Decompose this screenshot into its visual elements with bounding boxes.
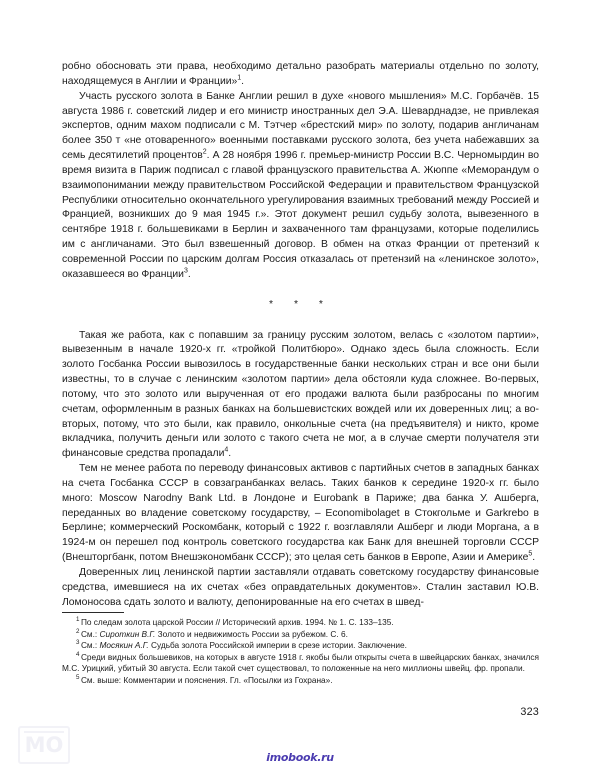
footnote-separator-rule	[62, 612, 124, 613]
footnote-marker-3[interactable]: 3	[183, 267, 188, 275]
paragraph-party-gold: Такая же работа, как с попавшим за границу русским золотом, велась с «золотом партии», вывезенным в начале 1920-х гг. «тройкой Политбюро». Однако здесь была сложность. Если золото Госбанка России вывозилось в государственные банки нескольких стран и все они были известны, то в случае с ленинским «золотом партии» дела обстояли куда сложнее. Во-первых, потому, что это золото или вырученная от его продажи валюта были разбросаны по многим счетам, оформленным в разных банках на большевистских вождей или их доверенных лиц; а во-вторых, потому, что это были, как правило, онкольные счета (на предъявителя) и никто, кроме вкладчика, получить деньги или золото с такого счета не мог, а в случае смерти получателя эти финансовые средства пропадали$^4$.	[62, 329, 539, 460]
footnote-number-3: 3	[76, 639, 80, 647]
logo-text: MO	[24, 732, 64, 757]
section-separator-asterisks: * * *	[269, 298, 332, 310]
footnote-marker-1[interactable]: 1	[237, 74, 242, 82]
footnote-list	[62, 617, 539, 687]
paragraph-lomonosov: Доверенных лиц ленинской партии заставляли отдавать советскому государству финансовые средства, имевшиеся на их счетах «без оправдательных документов». Сталин заставил Ю.В. Ломоносова сдать золото и валюту, депонированные на его счетах в швед-	[62, 567, 539, 608]
footnote-1: $^1$ По следам золота царской России // Исторический архив. 1994. № 1. С. 133–135.	[76, 616, 394, 627]
footnote-number-4: 4	[76, 651, 80, 659]
footnote-2: $^2$ См.: Сироткин В.Г. Золото и недвижимость России за рубежом. С. 6.	[76, 627, 348, 639]
paragraph-continued-top: робно обосновать эти права, необходимо детально разобрать материалы отдельно по золоту, находящемуся в Англии и Франции»$^1$.	[62, 61, 539, 87]
footnote-marker-4[interactable]: 4	[224, 446, 229, 454]
logo-bar	[24, 731, 64, 733]
page-number: 323	[520, 706, 539, 718]
footnote-4: $^4$ Среди видных большевиков, на которых в августе 1918 г. якобы были открыты счета в швейцарских банках, значился М.С. Урицкий, убитый 30 августа. Если такой счет существовал, то положенные на него миллионы швейц. фр. пропали.	[62, 651, 539, 674]
footnote-number-2: 2	[76, 627, 80, 635]
paragraph-sovzagranbanki: Тем не менее работа по переводу финансовых активов с партийных счетов в западных банках на счета Госбанка СССР в совзагранбанках велась. Таких банков к середине 1920-х гг. было много: Moscow Narodny Bank Ltd. в Лондоне и Eurobank в Париже; два банка У. Ашберга, переданных во владение советскому государству, – Economibolaget в Стокгольме и Garkrebo в Берлине; коммерческий Роскомбанк, который с 1922 г. возглавляли Ашберг и люди Моргана, а в 1924-м он перешел под контроль советского государства как Банк для внешней торговли СССР (Внешторгбанк, потом Внешэкономбанк СССР); это целая сеть банков в Европе, Азии и Америке$^5$.	[62, 463, 539, 564]
footnote-3: $^3$ См.: Мосякин А.Г. Судьба золота Российской империи в срезе истории. Заключение.	[76, 639, 407, 651]
site-watermark: imobook.ru	[266, 751, 334, 764]
footnote-number-1: 1	[76, 616, 80, 624]
body-text-column	[62, 60, 539, 611]
footnote-marker-2[interactable]: 2	[202, 148, 207, 156]
footnote-5: $^5$ См. выше: Комментарии и пояснения. Гл. «Посылки из Гохрана».	[76, 674, 333, 685]
footnote-marker-5[interactable]: 5	[528, 550, 533, 558]
footnote-number-5: 5	[76, 674, 80, 682]
footnote-author-name: Мосякин А.Г.	[99, 640, 149, 651]
paragraph-gorbachev: Участь русского золота в Банке Англии решил в духе «нового мышления» М.С. Горбачёв. 15 августа 1986 г. советский лидер и его министр иностранных дел Э.А. Шеварднадзе, не привлекая экспертов, одним махом подписали с М. Тэтчер «брестский мир» по золоту, подарив англичанам более 350 т «не отоваренного» военными поставками русского золота, без учета набежавших за семь десятилетий процентов$^2$. А 28 ноября 1996 г. премьер-министр России В.С. Черномырдин во время визита в Париж подписал с главой французского правительства А. Жюппе «Меморандум о взаимопонимании между правительством Российской Федерации и правительством Французской Республики относительно окончательного урегулирования взаимных требований между Россией и Францией, возникших до 9 мая 1945 г.». Этот документ решил судьбу золота, вывезенного в сентябре 1918 г. большевиками в Берлин и захваченного там французами, которые поделились им с англичанами. Это был взвешенный договор. В обмен на отказ Франции от претензий к современной России по царским долгам Россия отказалась от претензий на «ленинское золото», оказавшееся во Франции$^3$.	[62, 90, 539, 280]
footnotes-block	[62, 612, 539, 687]
footnote-author-name: Сироткин В.Г.	[99, 628, 156, 639]
